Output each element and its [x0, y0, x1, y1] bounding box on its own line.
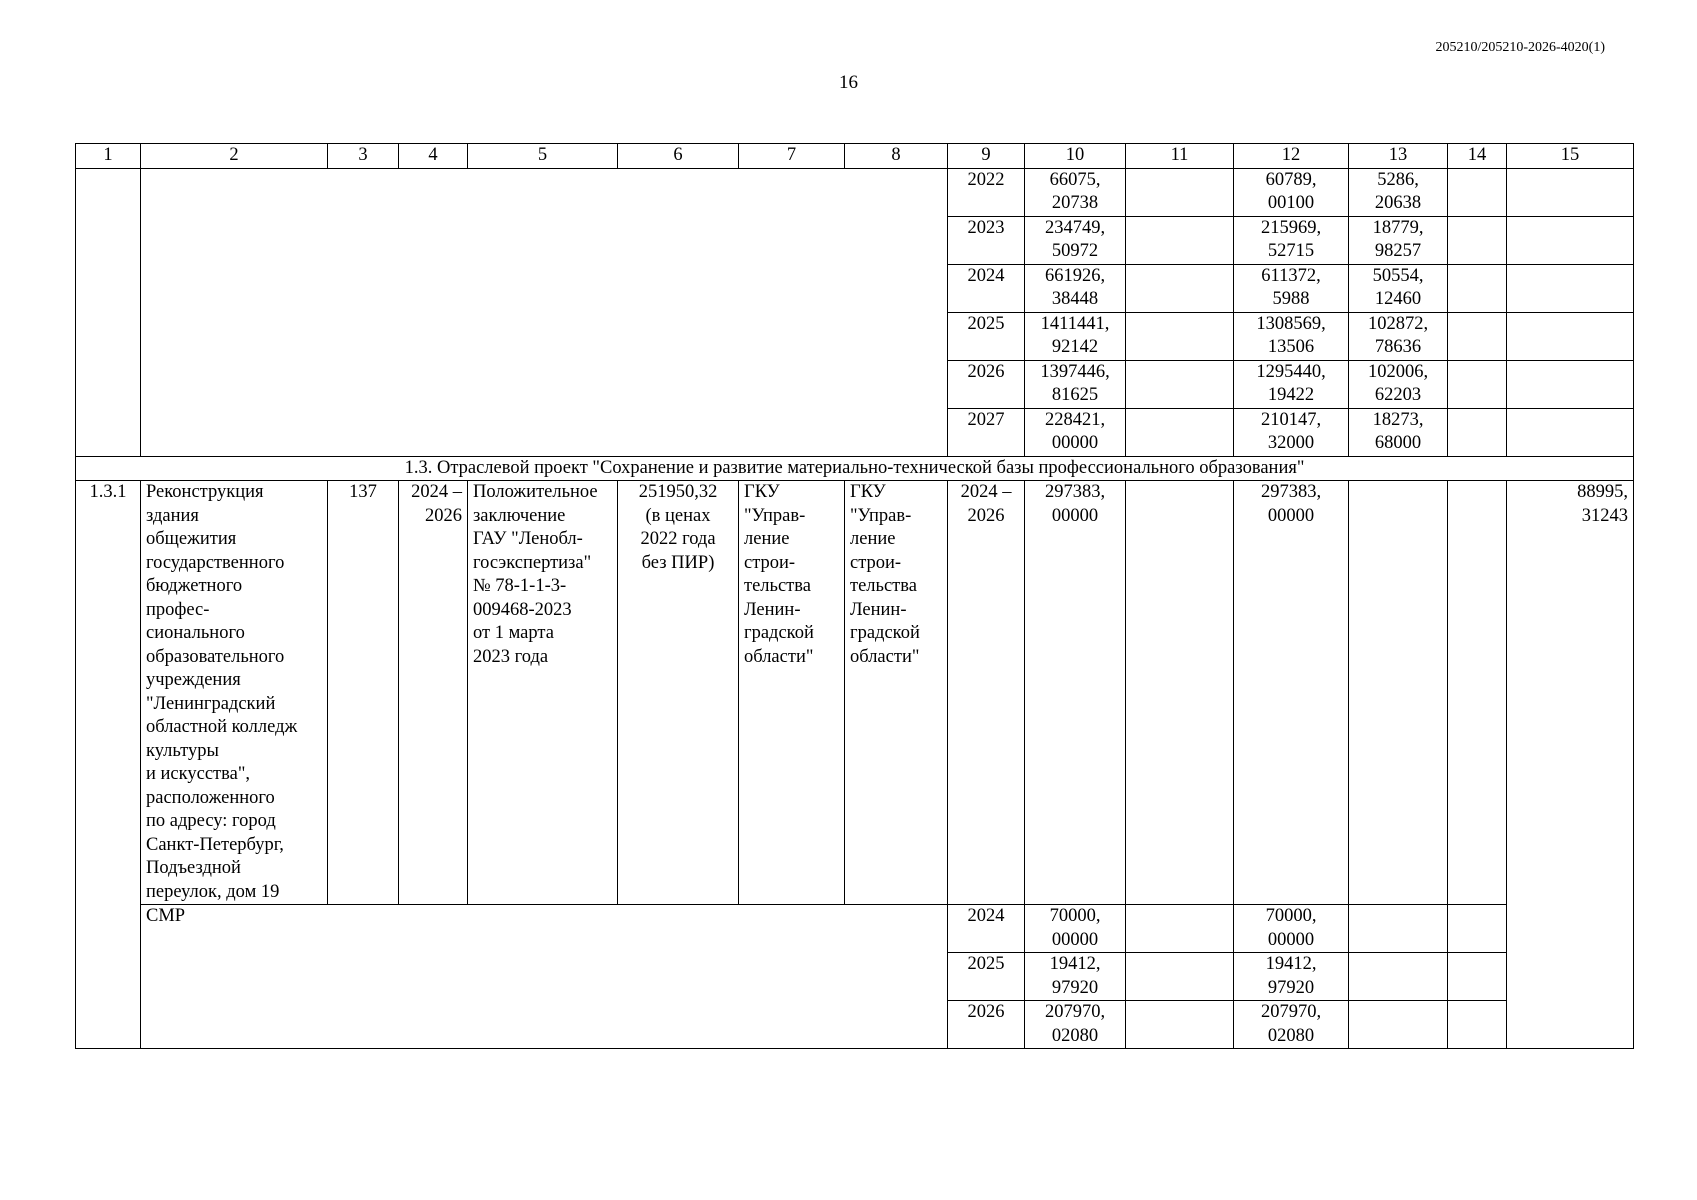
value-cell: 102872, 78636: [1349, 312, 1448, 360]
blank-cell: [1448, 264, 1507, 312]
smr-row: [76, 905, 1634, 953]
year-cell: 2027: [948, 408, 1025, 456]
blank-cell: [1507, 408, 1634, 456]
year-cell: 2025: [948, 312, 1025, 360]
blank-cell: [1126, 905, 1234, 953]
header-cell: 3: [328, 144, 399, 169]
year-cell: 2024: [948, 905, 1025, 953]
blank-cell: [1448, 168, 1507, 216]
item-number: 1.3.1: [76, 481, 141, 1049]
year-cell: 2024: [948, 264, 1025, 312]
blank-cell: [1448, 408, 1507, 456]
header-cell: 15: [1507, 144, 1634, 169]
value-cell: 70000, 00000: [1234, 905, 1349, 953]
item-period: 2024 – 2026: [399, 481, 468, 905]
value-cell: 5286, 20638: [1349, 168, 1448, 216]
value-cell: 207970, 02080: [1234, 1001, 1349, 1049]
value-cell: 1397446, 81625: [1025, 360, 1126, 408]
blank-cell: [1448, 481, 1507, 905]
item-customer: ГКУ "Управ- ление строи- тельства Ленин- градской области": [739, 481, 845, 905]
value-cell: 70000, 00000: [1025, 905, 1126, 953]
value-cell: 207970, 02080: [1025, 1001, 1126, 1049]
header-cell: 11: [1126, 144, 1234, 169]
value-cell: 210147, 32000: [1234, 408, 1349, 456]
year-cell: 2026: [948, 1001, 1025, 1049]
value-cell: 50554, 12460: [1349, 264, 1448, 312]
header-cell: 5: [468, 144, 618, 169]
blank-cell: [1126, 481, 1234, 905]
blank-cell: [1448, 1001, 1507, 1049]
blank-cell: [1349, 953, 1448, 1001]
blank-cell: [141, 168, 948, 456]
blank-cell: [1126, 408, 1234, 456]
value-cell: 66075, 20738: [1025, 168, 1126, 216]
item-years: 2024 – 2026: [948, 481, 1025, 905]
header-cell: 6: [618, 144, 739, 169]
blank-cell: [1126, 264, 1234, 312]
value-cell: 228421, 00000: [1025, 408, 1126, 456]
blank-cell: [1126, 312, 1234, 360]
item-code: 137: [328, 481, 399, 905]
value-cell: 88995, 31243: [1507, 481, 1634, 1049]
value-cell: 18779, 98257: [1349, 216, 1448, 264]
blank-cell: [1126, 1001, 1234, 1049]
blank-cell: [1448, 360, 1507, 408]
blank-cell: [1507, 264, 1634, 312]
year-cell: 2025: [948, 953, 1025, 1001]
year-cell: 2022: [948, 168, 1025, 216]
header-cell: 4: [399, 144, 468, 169]
header-cell: 14: [1448, 144, 1507, 169]
item-developer: ГКУ "Управ- ление строи- тельства Ленин- градской области": [845, 481, 948, 905]
blank-cell: [1448, 953, 1507, 1001]
blank-cell: [1448, 216, 1507, 264]
blank-cell: [1448, 312, 1507, 360]
year-cell: 2023: [948, 216, 1025, 264]
year-cell: 2026: [948, 360, 1025, 408]
blank-cell: [1349, 1001, 1448, 1049]
header-row: [76, 144, 1634, 169]
header-cell: 9: [948, 144, 1025, 169]
value-cell: 1308569, 13506: [1234, 312, 1349, 360]
header-cell: 1: [76, 144, 141, 169]
year-row: [76, 168, 1634, 216]
blank-cell: [1126, 953, 1234, 1001]
value-cell: 1295440, 19422: [1234, 360, 1349, 408]
section-title: 1.3. Отраслевой проект "Сохранение и развитие материально-технической базы профессионального образования": [76, 456, 1634, 481]
blank-cell: [1507, 312, 1634, 360]
item-cost: 251950,32 (в ценах 2022 года без ПИР): [618, 481, 739, 905]
value-cell: 18273, 68000: [1349, 408, 1448, 456]
header-cell: 10: [1025, 144, 1126, 169]
blank-cell: [1507, 168, 1634, 216]
header-cell: 13: [1349, 144, 1448, 169]
page-number: 16: [839, 72, 858, 93]
value-cell: 297383, 00000: [1234, 481, 1349, 905]
header-cell: 2: [141, 144, 328, 169]
value-cell: 234749, 50972: [1025, 216, 1126, 264]
smr-label: СМР: [141, 905, 948, 1049]
blank-cell: [76, 168, 141, 456]
value-cell: 215969, 52715: [1234, 216, 1349, 264]
blank-cell: [1349, 905, 1448, 953]
blank-cell: [1507, 216, 1634, 264]
value-cell: 297383, 00000: [1025, 481, 1126, 905]
blank-cell: [1126, 168, 1234, 216]
document-id: 205210/205210-2026-4020(1): [1435, 40, 1605, 55]
value-cell: 661926, 38448: [1025, 264, 1126, 312]
blank-cell: [1448, 905, 1507, 953]
budget-table: [75, 143, 1634, 1049]
blank-cell: [1126, 216, 1234, 264]
header-cell: 8: [845, 144, 948, 169]
value-cell: 611372, 5988: [1234, 264, 1349, 312]
blank-cell: [1126, 360, 1234, 408]
header-cell: 7: [739, 144, 845, 169]
value-cell: 102006, 62203: [1349, 360, 1448, 408]
value-cell: 60789, 00100: [1234, 168, 1349, 216]
item-row: [76, 481, 1634, 905]
section-row: [76, 456, 1634, 481]
value-cell: 19412, 97920: [1025, 953, 1126, 1001]
item-name: Реконструкция здания общежития государственного бюджетного профес- сионального образовательного учреждения "Ленинградский областной колледж культуры и искусства", расположенного по адресу: город Санкт-Петербург, Подъездной переулок, дом 19: [141, 481, 328, 905]
header-cell: 12: [1234, 144, 1349, 169]
value-cell: 1411441, 92142: [1025, 312, 1126, 360]
value-cell: 19412, 97920: [1234, 953, 1349, 1001]
blank-cell: [1349, 481, 1448, 905]
item-expertise: Положительное заключение ГАУ "Ленобл- госэкспертиза" № 78-1-1-3- 009468-2023 от 1 марта 2023 года: [468, 481, 618, 905]
blank-cell: [1507, 360, 1634, 408]
